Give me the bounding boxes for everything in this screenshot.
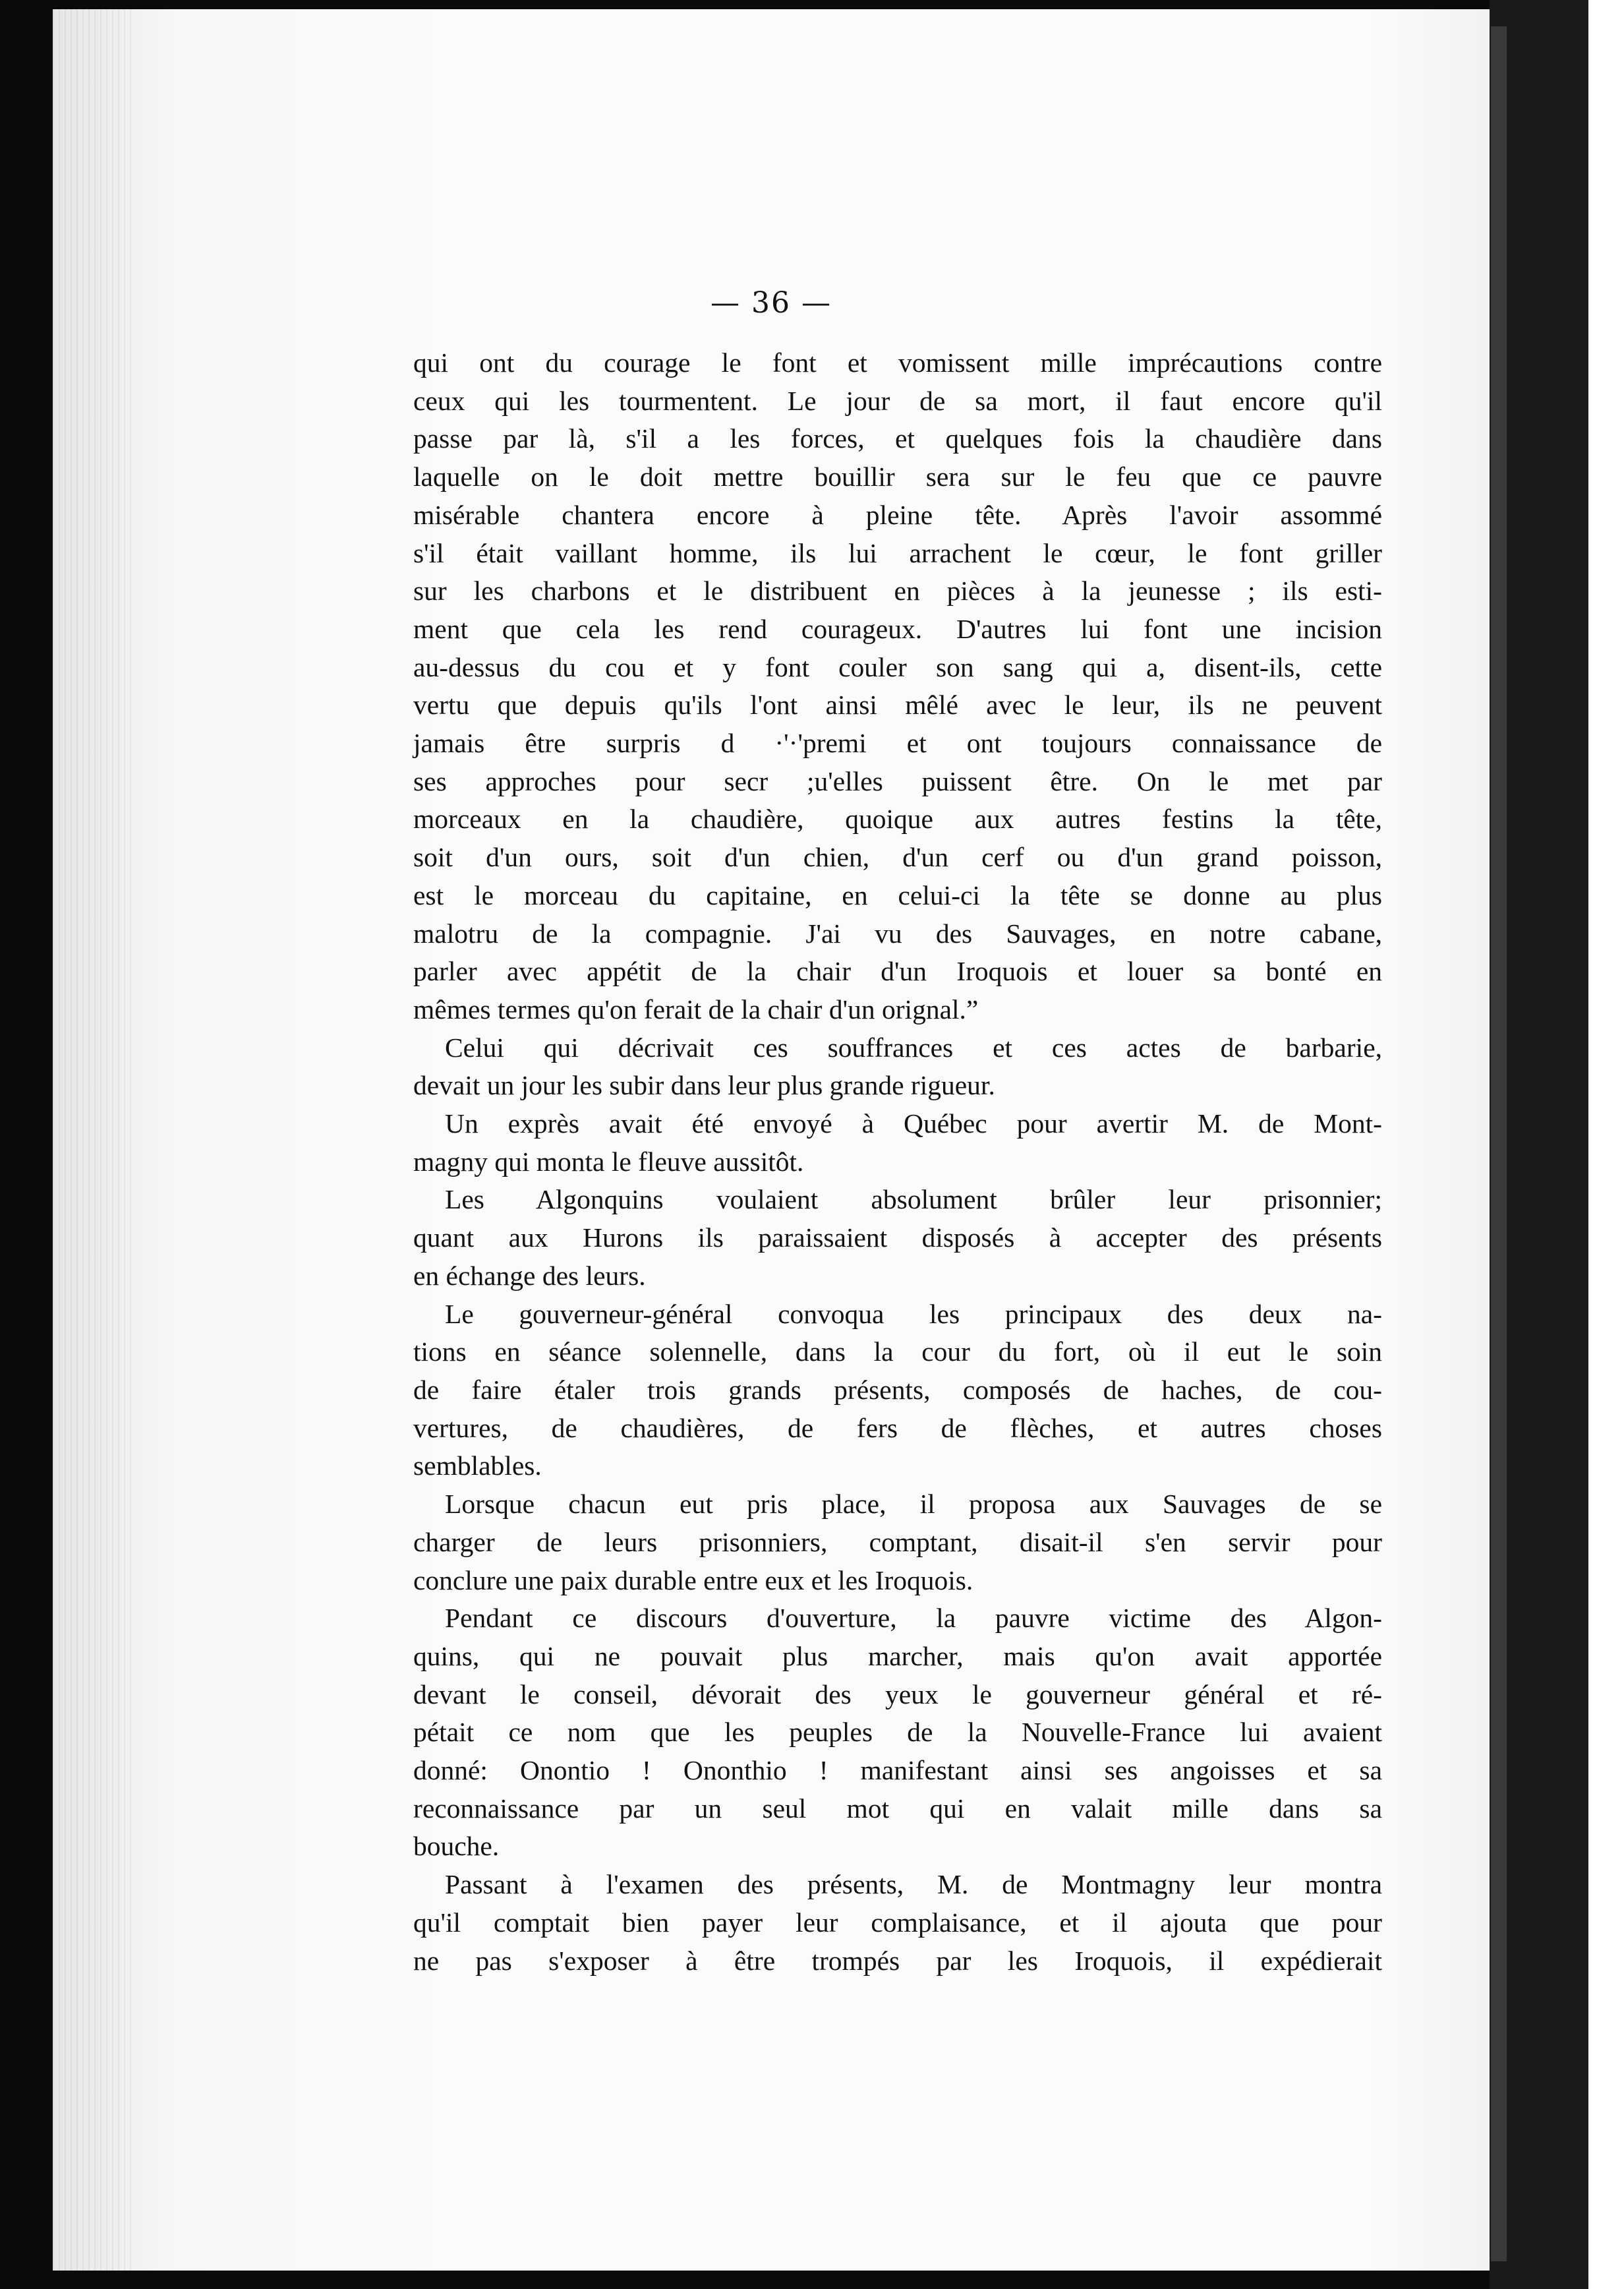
text-line: ne pas s'exposer à être trompés par les Iroquois, il expédierait — [413, 1945, 1382, 1976]
text-line: misérable chantera encore à pleine tête. Après l'avoir assommé — [413, 499, 1382, 530]
text-line: vertu que depuis qu'ils l'ont ainsi mêlé avec le leur, ils ne peuvent — [413, 690, 1382, 721]
text-line: jamais être surpris d ·'·'premi et ont toujours connaissance de — [413, 728, 1382, 759]
text-line: reconnaissance par un seul mot qui en valait mille dans sa — [413, 1793, 1382, 1824]
text-line: Passant à l'examen des présents, M. de Montmagny leur montra — [445, 1869, 1382, 1900]
scan-margin — [1588, 0, 1624, 2289]
text-line: magny qui monta le fleuve aussitôt. — [413, 1146, 804, 1177]
text-line: Pendant ce discours d'ouverture, la pauvre victime des Algon- — [445, 1603, 1382, 1634]
text-line: Les Algonquins voulaient absolument brûler leur prisonnier; — [445, 1184, 1382, 1215]
text-line: malotru de la compagnie. J'ai vu des Sauvages, en notre cabane, — [413, 918, 1382, 949]
text-line: quins, qui ne pouvait plus marcher, mais qu'on avait apportée — [413, 1640, 1382, 1671]
text-line: en échange des leurs. — [413, 1260, 646, 1291]
text-line: Un exprès avait été envoyé à Québec pour avertir M. de Mont- — [445, 1108, 1382, 1139]
text-line: conclure une paix durable entre eux et les Iroquois. — [413, 1564, 973, 1595]
body-text — [413, 344, 1382, 1980]
book-page — [53, 9, 1490, 2271]
binding-gutter — [53, 9, 132, 2271]
text-line: laquelle on le doit mettre bouillir sera sur le feu que ce pauvre — [413, 461, 1382, 492]
text-line: devant le conseil, dévorait des yeux le gouverneur général et ré- — [413, 1679, 1382, 1709]
text-line: Celui qui décrivait ces souffrances et ces actes de barbarie, — [445, 1032, 1382, 1063]
text-line: qui ont du courage le font et vomissent mille imprécautions contre — [413, 347, 1382, 378]
text-line: de faire étaler trois grands présents, composés de haches, de cou- — [413, 1374, 1382, 1405]
text-line: donné: Onontio ! Ononthio ! manifestant ainsi ses angoisses et sa — [413, 1755, 1382, 1786]
text-line: Lorsque chacun eut pris place, il proposa aux Sauvages de se — [445, 1489, 1382, 1520]
text-line: au-dessus du cou et y font couler son sang qui a, disent-ils, cette — [413, 651, 1382, 682]
text-line: ceux qui les tourmentent. Le jour de sa mort, il faut encore qu'il — [413, 385, 1382, 416]
text-line: charger de leurs prisonniers, comptant, disait-il s'en servir pour — [413, 1526, 1382, 1557]
text-line: tions en séance solennelle, dans la cour du fort, où il eut le soin — [413, 1336, 1382, 1367]
text-line: passe par là, s'il a les forces, et quelques fois la chaudière dans — [413, 423, 1382, 454]
text-line: morceaux en la chaudière, quoique aux autres festins la tête, — [413, 804, 1382, 835]
text-line: bouche. — [413, 1831, 500, 1862]
text-line: quant aux Hurons ils paraissaient disposés à accepter des présents — [413, 1222, 1382, 1253]
text-line: ment que cela les rend courageux. D'autres lui font une incision — [413, 613, 1382, 644]
text-line: ses approches pour secr ;u'elles puissent être. On le met par — [413, 765, 1382, 796]
text-line: est le morceau du capitaine, en celui-ci la tête se donne au plus — [413, 879, 1382, 910]
text-line: sur les charbons et le distribuent en pièces à la jeunesse ; ils esti- — [413, 576, 1382, 607]
text-line: semblables. — [413, 1450, 542, 1481]
text-line: devait un jour les subir dans leur plus grande rigueur. — [413, 1070, 995, 1101]
text-line: pétait ce nom que les peuples de la Nouvelle-France lui avaient — [413, 1717, 1382, 1748]
text-line: Le gouverneur-général convoqua les principaux des deux na- — [445, 1298, 1382, 1329]
text-line: s'il était vaillant homme, ils lui arrachent le cœur, le font griller — [413, 537, 1382, 568]
text-line: soit d'un ours, soit d'un chien, d'un cerf ou d'un grand poisson, — [413, 842, 1382, 873]
page-number: — 36 — — [710, 286, 832, 320]
text-line: parler avec appétit de la chair d'un Iroquois et louer sa bonté en — [413, 956, 1382, 987]
page-edge-highlight — [1491, 26, 1507, 2261]
text-line: mêmes termes qu'on ferait de la chair d'un orignal.” — [413, 994, 979, 1025]
text-line: vertures, de chaudières, de fers de flèches, et autres choses — [413, 1412, 1382, 1443]
text-line: qu'il comptait bien payer leur complaisance, et il ajouta que pour — [413, 1907, 1382, 1938]
